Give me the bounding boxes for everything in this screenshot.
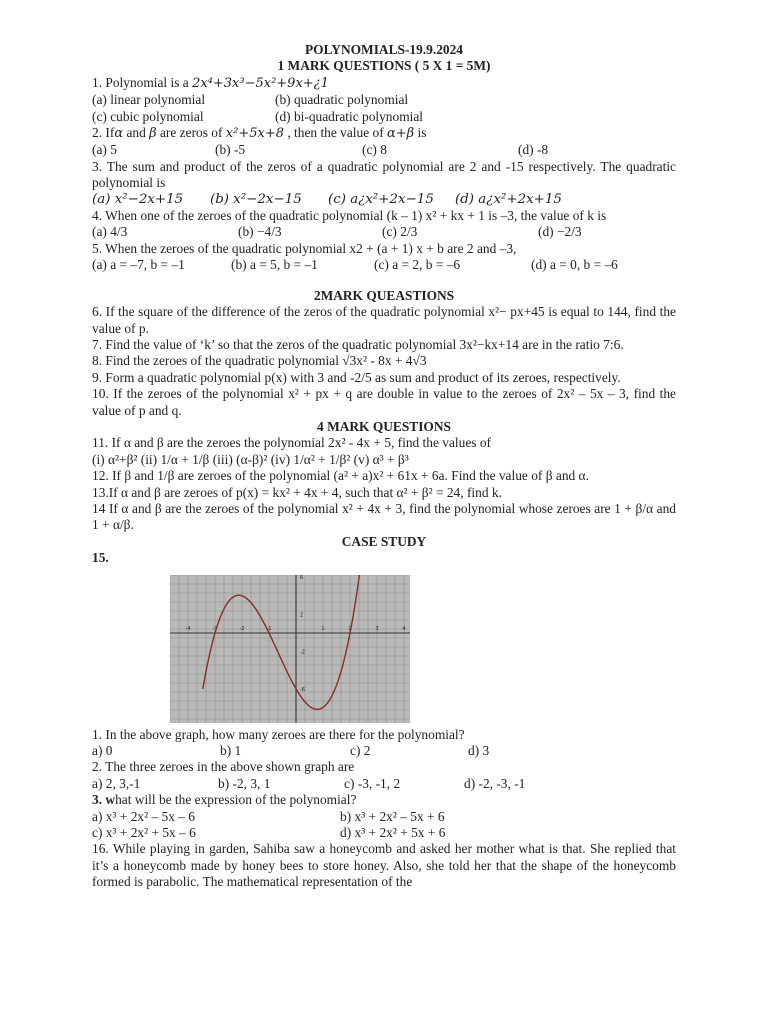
option-d: d) 3 (468, 743, 490, 758)
question-11-parts: (i) α²+β² (ii) 1/α + 1/β (iii) (α-β)² (iv) 1/α² + 1/β² (v) α³ + β³ (92, 451, 409, 467)
question-2-expression: x²+5x+8 (225, 126, 284, 142)
option-b: (b) -5 (215, 142, 246, 158)
question-15-sub-3 (92, 792, 676, 808)
y-tick-label: 2 (300, 611, 304, 618)
option-d: (d) −2/3 (538, 224, 582, 240)
option-d: (d) a = 0, b = –6 (531, 257, 618, 273)
question-11: 11. If α and β are the zeroes the polynomial 2x² - 4x + 5, find the values of (92, 435, 491, 451)
question-10: 10. If the zeroes of the polynomial x² + px + q are double in value to the zeroes of 2x² – 5x – 3, find the value of p and q. (92, 386, 676, 418)
option-b: (b) −4/3 (238, 224, 282, 240)
section-1-heading: 1 MARK QUESTIONS ( 5 X 1 = 5M) (277, 58, 491, 74)
option-c: (c) cubic polynomial (92, 108, 204, 124)
option-c: c) x³ + 2x² + 5x – 6 (92, 825, 196, 841)
question-1 (92, 75, 676, 92)
question-2-text: , then the value of (284, 125, 387, 141)
x-tick-label: -1 (266, 625, 272, 632)
question-1-text: 1. Polynomial is a (92, 74, 193, 90)
x-tick-label: 4 (402, 625, 406, 632)
option-a: a) x³ + 2x² – 5x – 6 (92, 808, 195, 824)
option-a: a) 2, 3,-1 (92, 775, 141, 791)
cubic-graph-svg (170, 575, 410, 723)
y-tick-label: 6 (300, 574, 304, 581)
option-d: (d) bi-quadratic polynomial (275, 108, 423, 124)
question-9: 9. Form a quadratic polynomial p(x) with 3 and -2/5 as sum and product of its zeroes, respectively. (92, 369, 621, 385)
x-tick-label: 3 (375, 625, 379, 632)
y-tick-label: -2 (300, 649, 305, 656)
x-tick-label: -2 (239, 625, 245, 632)
question-6: 6. If the square of the difference of the zeros of the quadratic polynomial x²− px+45 is equal to 144, find the value of p. (92, 304, 676, 336)
option-d: (d) a¿x²+2x+15 (455, 191, 562, 207)
question-15-sub-1: 1. In the above graph, how many zeroes are there for the polynomial? (92, 726, 465, 742)
question-3: 3. The sum and product of the zeros of a quadratic polynomial are 2 and -15 respectively. The quadratic polynomial is (92, 158, 676, 191)
question-2-text: is (414, 125, 427, 141)
question-15-sub-3-options-row-2 (92, 825, 676, 841)
worksheet-title: POLYNOMIALS-19.9.2024 (305, 42, 463, 57)
question-5: 5. When the zeroes of the quadratic polynomial x2 + (a + 1) x + b are 2 and –3, (92, 240, 517, 256)
option-c: (c) 2/3 (382, 224, 418, 240)
question-4-options (92, 224, 676, 240)
question-15-sub-1-options (92, 743, 676, 759)
question-2-text: and (123, 125, 150, 141)
option-b: b) -2, 3, 1 (218, 775, 271, 791)
option-b: b) x³ + 2x² – 5x + 6 (340, 808, 445, 824)
question-3-options (92, 192, 676, 208)
question-2-text: 2. If (92, 125, 115, 141)
option-a: (a) linear polynomial (92, 92, 206, 108)
section-2-heading: 2MARK QUEASTIONS (313, 287, 455, 303)
question-5-options (92, 257, 676, 273)
question-2-expression-2: α+β (387, 126, 415, 142)
question-4: 4. When one of the zeroes of the quadratic polynomial (k – 1) x² + kx + 1 is –3, the value of k is (92, 208, 607, 224)
x-tick-label: -3 (212, 625, 218, 632)
question-1-options-row-2 (92, 109, 676, 125)
option-c: (c) 8 (362, 142, 387, 158)
x-tick-label: -4 (185, 625, 191, 632)
option-d: d) -2, -3, -1 (464, 775, 526, 791)
x-tick-label: 2 (348, 625, 352, 632)
option-d: d) x³ + 2x² + 5x + 6 (340, 825, 446, 841)
question-15-sub-2: 2. The three zeroes in the above shown graph are (92, 759, 355, 775)
option-b: (b) a = 5, b = –1 (231, 257, 318, 273)
section-4-heading: CASE STUDY (341, 533, 427, 549)
question-1-expression: 2x⁴+3x³−5x²+9x+¿1 (192, 75, 329, 91)
option-b: (b) quadratic polynomial (275, 92, 409, 108)
option-a: (a) a = –7, b = –1 (92, 257, 185, 273)
option-c: c) 2 (350, 743, 371, 758)
option-c: (c) a = 2, b = –6 (374, 257, 461, 273)
option-d: (d) -8 (518, 142, 549, 158)
question-14: 14 If α and β are the zeroes of the polynomial x² + 4x + 3, find the polynomial whose zeroes are 1 + β/α and 1 + α/β. (92, 500, 676, 533)
question-15-sub-3-options-row-1 (92, 809, 676, 825)
option-c: c) -3, -1, 2 (344, 775, 401, 791)
question-2-text: are zeros of (156, 125, 226, 141)
question-2 (92, 125, 676, 142)
question-2-options (92, 142, 676, 158)
option-c: (c) a¿x²+2x−15 (328, 191, 434, 207)
question-8: 8. Find the zeroes of the quadratic polynomial √3x² - 8x + 4√3 (92, 353, 427, 369)
sub-3-number: 3. w (92, 792, 116, 808)
option-b: (b) x²−2x−15 (210, 191, 302, 207)
worksheet-page (92, 42, 676, 891)
alpha-symbol: α (114, 126, 124, 142)
question-1-options-row-1 (92, 92, 676, 108)
option-a: a) 0 (92, 743, 113, 758)
option-a: (a) 4/3 (92, 224, 128, 240)
cubic-graph (170, 575, 410, 723)
question-7: 7. Find the value of ‘k’ so that the zeros of the quadratic polynomial 3x²−kx+14 are in the ratio 7:6. (92, 336, 624, 352)
question-12: 12. If β and 1/β are zeroes of the polynomial (a² + a)x² + 61x + 6a. Find the value of β and α. (92, 468, 589, 484)
x-tick-label: 1 (321, 625, 325, 632)
question-15-label: 15. (92, 550, 109, 566)
question-16: 16. While playing in garden, Sahiba saw a honeycomb and asked her mother what is that. She replied that it’s a honeycomb made by honey bees to store honey. Also, she told her that the shape of the honeycomb formed is parabolic. The mathematical representation of the (92, 841, 676, 890)
question-13: 13.If α and β are zeroes of p(x) = kx² + 4x + 4, such that α² + β² = 24, find k. (92, 484, 502, 500)
section-3-heading: 4 MARK QUESTIONS (317, 418, 451, 434)
option-a: (a) 5 (92, 142, 117, 158)
beta-symbol: β (149, 126, 157, 142)
option-b: b) 1 (220, 743, 242, 758)
question-15-sub-2-options (92, 776, 676, 792)
sub-3-text: hat will be the expression of the polynomial? (115, 792, 357, 808)
option-a: (a) x²−2x+15 (92, 191, 184, 207)
y-tick-label: -6 (300, 686, 305, 693)
